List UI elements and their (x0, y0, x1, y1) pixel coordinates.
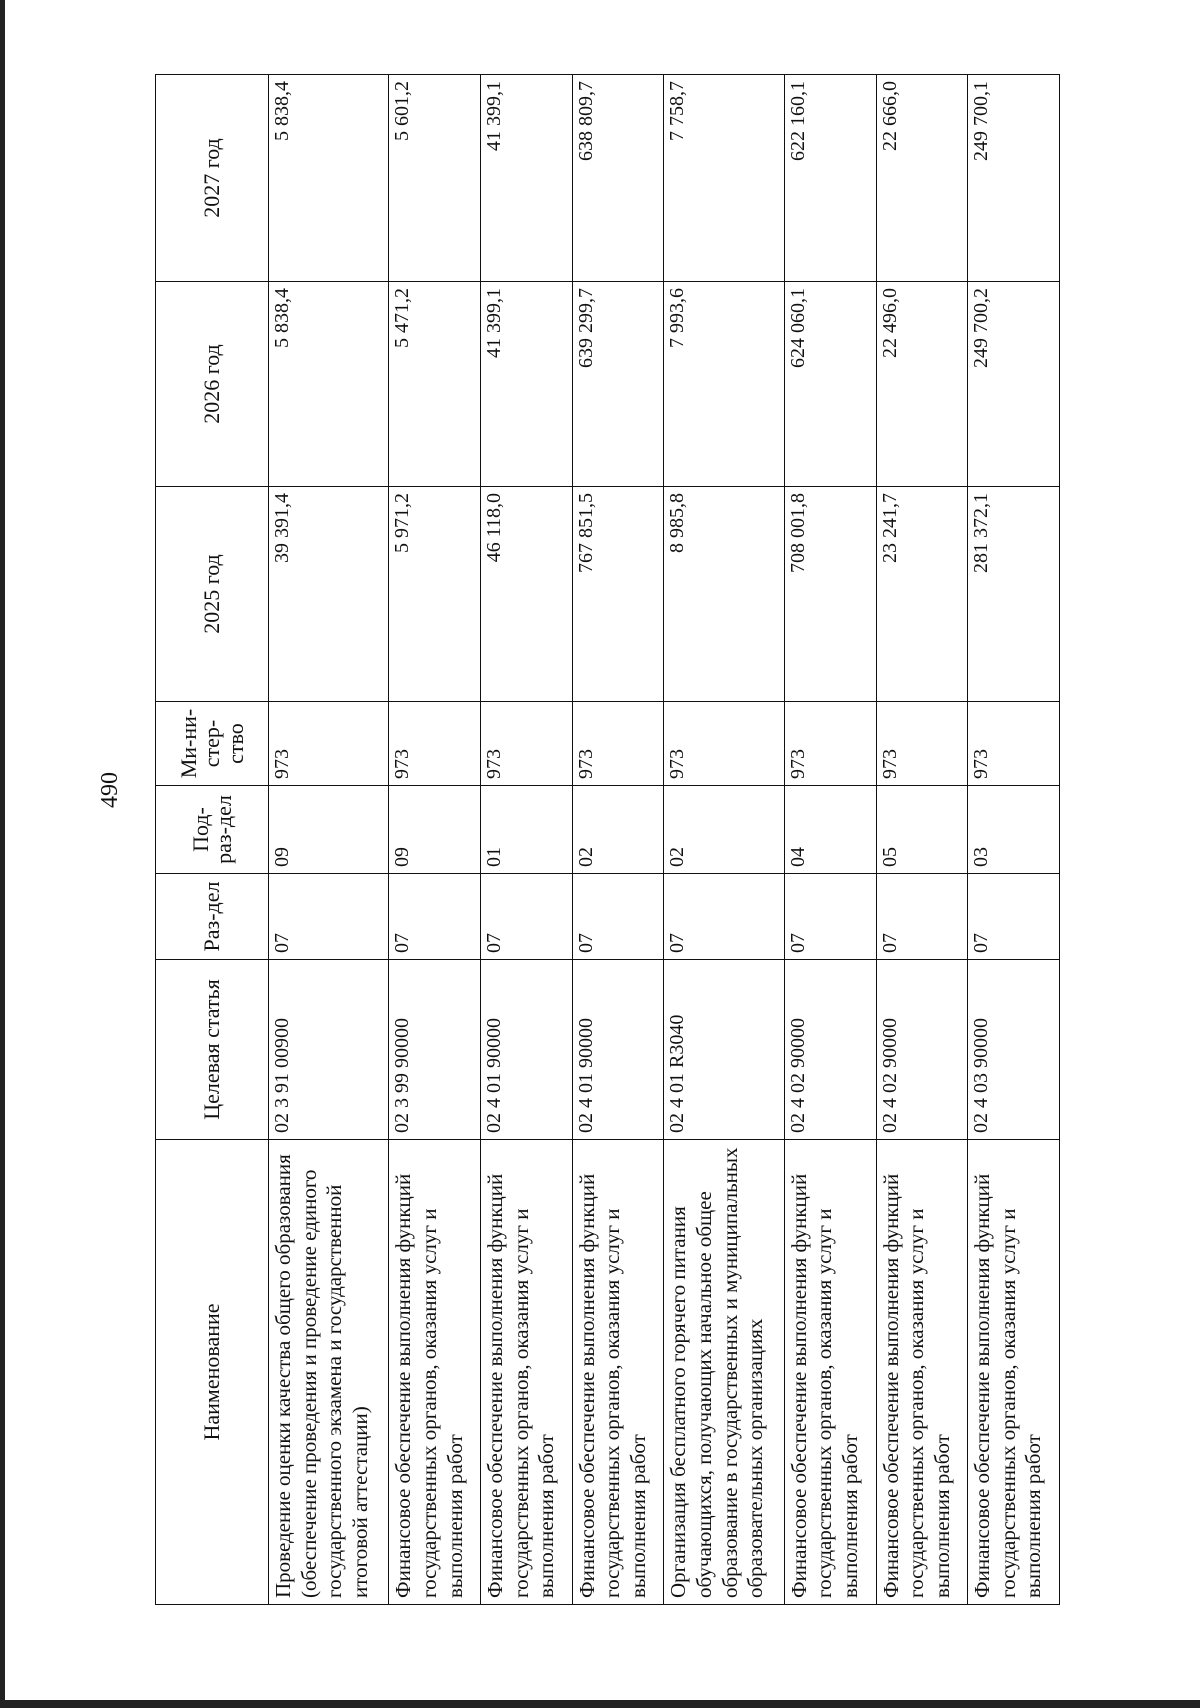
cell-2026: 249 700,2 (968, 282, 1060, 487)
cell-podrazdel: 05 (876, 786, 968, 874)
cell-name: Финансовое обеспечение выполнения функций государственных органов, оказания услуг и выполнения работ (784, 1140, 876, 1605)
cell-ministry: 973 (481, 702, 573, 786)
cell-name: Финансовое обеспечение выполнения функций государственных органов, оказания услуг и выполнения работ (389, 1140, 481, 1605)
cell-razdel: 07 (968, 874, 1060, 960)
cell-ministry: 973 (269, 702, 389, 786)
cell-razdel: 07 (389, 874, 481, 960)
cell-2025: 23 241,7 (876, 487, 968, 702)
cell-podrazdel: 09 (269, 786, 389, 874)
cell-2027: 249 700,1 (968, 75, 1060, 282)
header-name: Наименование (156, 1140, 269, 1605)
cell-2026: 41 399,1 (481, 282, 573, 487)
table-row (481, 75, 573, 1605)
page-number: 490 (97, 772, 123, 808)
cell-target: 02 4 01 90000 (572, 960, 664, 1140)
cell-podrazdel: 03 (968, 786, 1060, 874)
cell-2025: 5 971,2 (389, 487, 481, 702)
header-2025: 2025 год (156, 487, 269, 702)
cell-name: Финансовое обеспечение выполнения функций государственных органов, оказания услуг и выполнения работ (968, 1140, 1060, 1605)
cell-2025: 767 851,5 (572, 487, 664, 702)
cell-target: 02 3 91 00900 (269, 960, 389, 1140)
cell-2025: 281 372,1 (968, 487, 1060, 702)
header-ministry: Ми-ни-стер-ство (156, 702, 269, 786)
cell-podrazdel: 09 (389, 786, 481, 874)
cell-name: Организация бесплатного горячего питания обучающихся, получающих начальное общее образование в государственных и муниципальных образовательных организациях (664, 1140, 784, 1605)
budget-table-rotated (155, 75, 1060, 1605)
cell-target: 02 4 01 90000 (481, 960, 573, 1140)
table-row (269, 75, 389, 1605)
header-target: Целевая статья (156, 960, 269, 1140)
cell-target: 02 3 99 90000 (389, 960, 481, 1140)
header-razdel: Раз-дел (156, 874, 269, 960)
cell-razdel: 07 (269, 874, 389, 960)
cell-2025: 39 391,4 (269, 487, 389, 702)
cell-2027: 5 601,2 (389, 75, 481, 282)
cell-podrazdel: 02 (664, 786, 784, 874)
header-2027: 2027 год (156, 75, 269, 282)
cell-target: 02 4 02 90000 (876, 960, 968, 1140)
table-row (784, 75, 876, 1605)
cell-2026: 5 838,4 (269, 282, 389, 487)
cell-podrazdel: 02 (572, 786, 664, 874)
table-row (389, 75, 481, 1605)
cell-2027: 7 758,7 (664, 75, 784, 282)
cell-2025: 8 985,8 (664, 487, 784, 702)
cell-podrazdel: 04 (784, 786, 876, 874)
cell-2027: 622 160,1 (784, 75, 876, 282)
cell-name: Финансовое обеспечение выполнения функций государственных органов, оказания услуг и выполнения работ (481, 1140, 573, 1605)
cell-name: Финансовое обеспечение выполнения функций государственных органов, оказания услуг и выполнения работ (876, 1140, 968, 1605)
cell-2027: 41 399,1 (481, 75, 573, 282)
scan-left-edge (0, 0, 5, 1708)
cell-ministry: 973 (784, 702, 876, 786)
cell-name: Проведение оценки качества общего образования (обеспечение проведения и проведение единого государственного экзамена и государственной итоговой аттестации) (269, 1140, 389, 1605)
cell-podrazdel: 01 (481, 786, 573, 874)
cell-ministry: 973 (572, 702, 664, 786)
cell-ministry: 973 (389, 702, 481, 786)
cell-razdel: 07 (481, 874, 573, 960)
header-podrazdel: Под-раз-дел (156, 786, 269, 874)
cell-2027: 638 809,7 (572, 75, 664, 282)
cell-2025: 708 001,8 (784, 487, 876, 702)
table-row (572, 75, 664, 1605)
cell-razdel: 07 (572, 874, 664, 960)
cell-ministry: 973 (968, 702, 1060, 786)
cell-2027: 5 838,4 (269, 75, 389, 282)
cell-2027: 22 666,0 (876, 75, 968, 282)
cell-2026: 639 299,7 (572, 282, 664, 487)
header-2026: 2026 год (156, 282, 269, 487)
cell-ministry: 973 (876, 702, 968, 786)
cell-2026: 624 060,1 (784, 282, 876, 487)
budget-table (155, 74, 1060, 1605)
cell-name: Финансовое обеспечение выполнения функций государственных органов, оказания услуг и выполнения работ (572, 1140, 664, 1605)
cell-2026: 5 471,2 (389, 282, 481, 487)
cell-ministry: 973 (664, 702, 784, 786)
table-row (968, 75, 1060, 1605)
cell-razdel: 07 (784, 874, 876, 960)
cell-target: 02 4 03 90000 (968, 960, 1060, 1140)
cell-2026: 22 496,0 (876, 282, 968, 487)
cell-target: 02 4 01 R3040 (664, 960, 784, 1140)
cell-2025: 46 118,0 (481, 487, 573, 702)
cell-razdel: 07 (664, 874, 784, 960)
table-row (876, 75, 968, 1605)
cell-2026: 7 993,6 (664, 282, 784, 487)
table-row (664, 75, 784, 1605)
scan-bottom-edge (0, 1700, 1200, 1708)
cell-target: 02 4 02 90000 (784, 960, 876, 1140)
table-header-row (156, 75, 269, 1605)
cell-razdel: 07 (876, 874, 968, 960)
